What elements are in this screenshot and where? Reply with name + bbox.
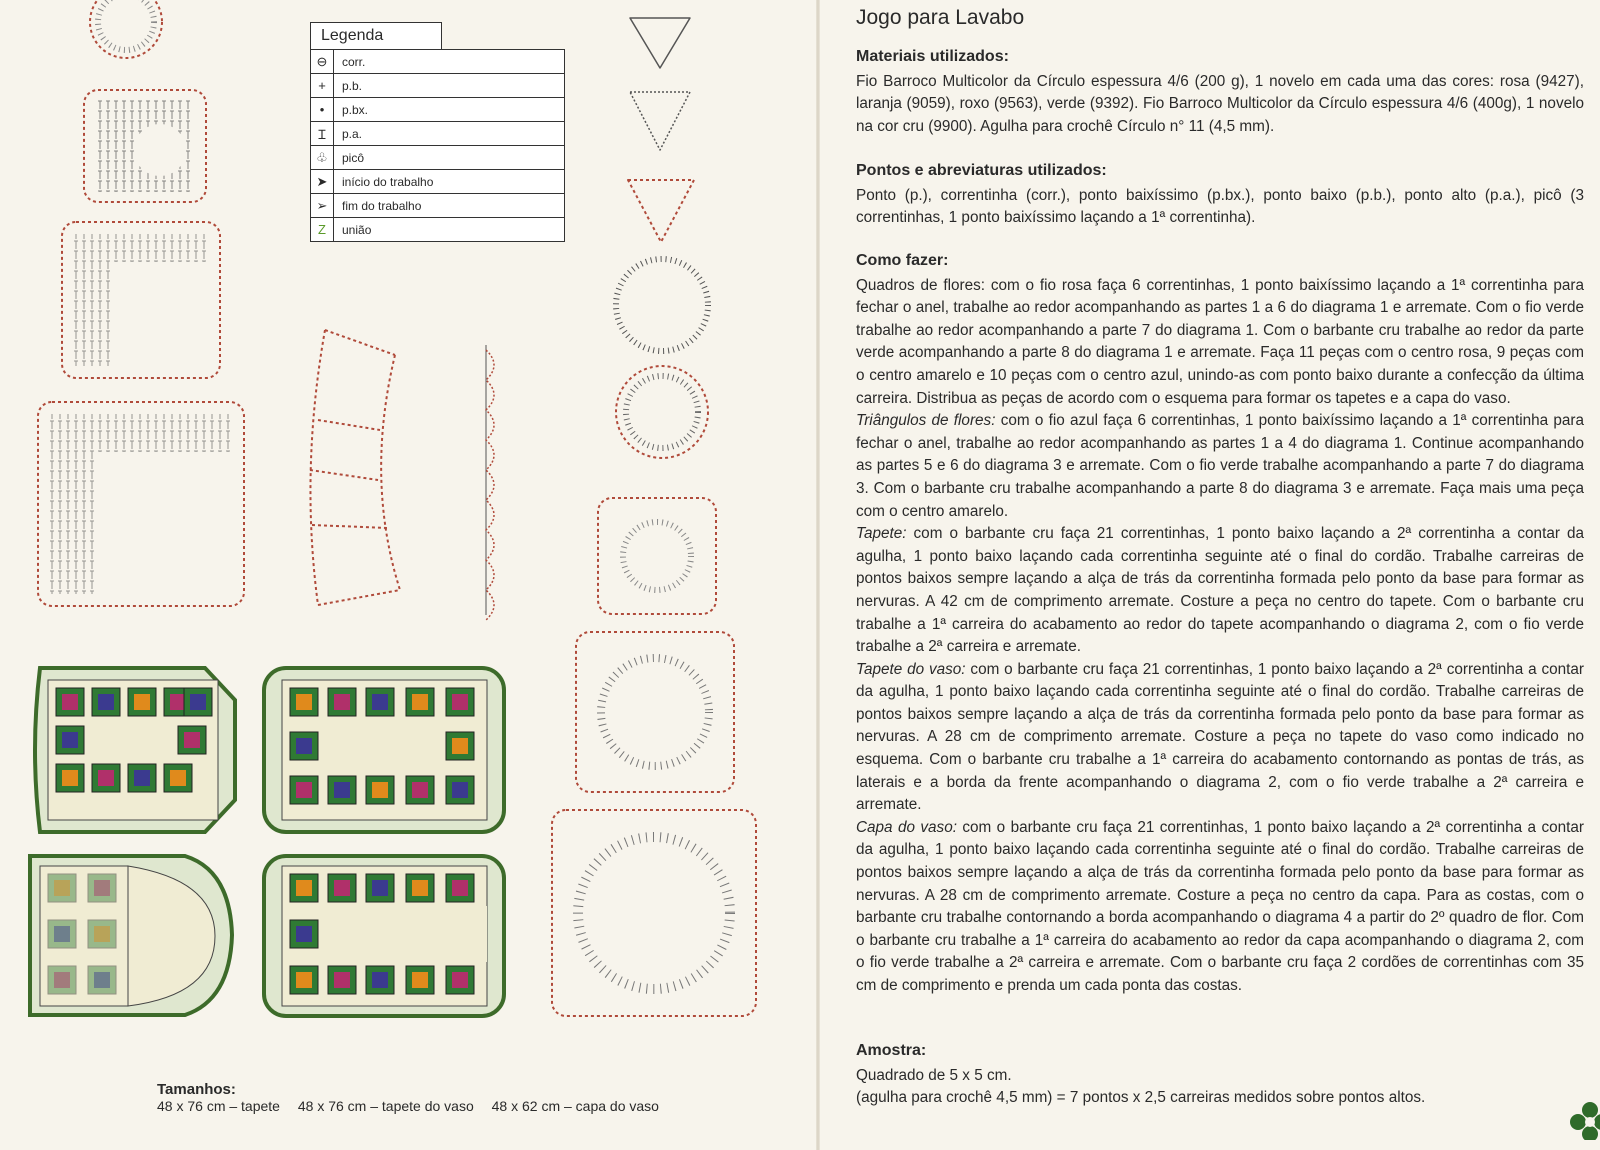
how-paragraph <box>856 817 1584 998</box>
how-paragraph: Quadros de flores: com o fio rosa faça 6 correntinhas, 1 ponto baixíssimo laçando a 1ª correntinha para fechar o anel, trabalhe ao redor acompanhando as partes 1 a 6 do diagrama 1 e arremate. Com o fio verde trabalhe ao redor acompanhando a parte 7 do diagrama 1. Com o barbante cru trabalhe ao redor da parte verde acompanhando a parte 8 do diagrama 1 e arremate. Faça 11 peças com o centro rosa, 9 peças com o centro amarelo e 10 peças com o centro azul, unindo-as com ponto baixo durante a confecção da última carreira. Distribua as peças de acordo com o esquema para formar os tapetes e a capa do vaso. <box>856 276 1584 407</box>
flower-center <box>62 694 78 710</box>
chain-icon: ⊖ <box>311 50 334 74</box>
how-lead: Capa do vaso: <box>856 818 957 836</box>
flower-center <box>94 880 110 896</box>
legend-label: picô <box>334 146 565 170</box>
flower-center <box>54 926 70 942</box>
flower-center <box>452 880 468 896</box>
flower-center <box>296 926 312 942</box>
legend-label: fim do trabalho <box>334 194 565 218</box>
flower-center <box>452 738 468 754</box>
how-lead: Tapete: <box>856 525 907 543</box>
sizes-row <box>157 1098 673 1114</box>
flower-center <box>372 694 388 710</box>
materials-text: Fio Barroco Multicolor da Círculo espessura 4/6 (200 g), 1 novelo em cada uma das cores: rosa (9427), laranja (9059), roxo (9563), verde (9392). Fio Barroco Multicolor da Círculo espessura 4/6 (400g), 1 novelo na cor cru (9900). Agulha para crochê Círculo n° 11 (4,5 mm). <box>856 72 1584 135</box>
how-body: com o fio azul faça 6 correntinhas, 1 ponto baixíssimo laçando a 1ª correntinha para fechar o anel, trabalhe ao redor acompanhando as partes 1 a 4 do diagrama 1. Continue acompanhando as partes 5 e 6 do diagrama 3 e arremate. Com o fio verde trabalhe acompanhando a parte 7 do diagrama 3. Com o barbante cru trabalhe acompanhando a parte 8 do diagrama 3 e arremate. Faça mais uma peça com o centro amarelo. <box>856 412 1584 520</box>
materials-section <box>856 46 1584 138</box>
how-section <box>856 250 1584 998</box>
diagram-square-right-2 <box>576 632 734 792</box>
flower-center <box>94 926 110 942</box>
how-paragraph <box>856 523 1584 659</box>
diagram-square-3 <box>38 402 244 606</box>
flower-center <box>94 972 110 988</box>
flower-center <box>184 732 200 748</box>
diagram-circle-top <box>90 0 162 58</box>
flower-center <box>334 880 350 896</box>
sizes-heading: Tamanhos: <box>157 1081 236 1098</box>
flower-center <box>296 880 312 896</box>
how-body: com o barbante cru faça 21 correntinhas, 1 ponto baixo laçando a 2ª correntinha a contar da agulha, 1 ponto baixo laçando cada correntinha seguinte até o final do cordão. Trabalhe carreiras de pontos baixos sempre laçando a alça de trás da correntinha formada pelo ponto da base para formar as nervuras. A 42 cm de comprimento arremate. Costure a peça no centro do tapete. Com o barbante cru trabalhe a 1ª carreira do acabamento ao redor do tapete acompanhando o diagrama 2, com o fio verde trabalhe a 2ª carreira e arremate. <box>856 525 1584 656</box>
flower-center <box>54 972 70 988</box>
flower-center <box>452 694 468 710</box>
diagram-square-1 <box>84 90 206 202</box>
legend-title: Legenda <box>310 22 442 49</box>
how-heading: Como fazer: <box>856 252 949 269</box>
how-paragraph <box>856 659 1584 817</box>
diagram-square-right-1 <box>598 498 716 614</box>
flower-center <box>334 972 350 988</box>
end-arrow-icon: ➢ <box>311 194 334 218</box>
how-body: com o barbante cru faça 21 correntinhas, 1 ponto baixo laçando a 2ª correntinha a contar da agulha, 1 ponto baixo laçando cada correntinha seguinte até o final do cordão. Trabalhe carreiras de pontos baixos sempre laçando a alça de trás da correntinha formada pelo ponto da base para formar as nervuras. A 28 cm de comprimento arremate. Costure a peça no centro da capa. Para as costas, com o barbante cru trabalhe contornando a borda acompanhando o diagrama 4 a partir do 2º quadro de flor. Com o barbante cru trabalhe a 1ª carreira do acabamento ao redor da capa acompanhando o diagrama 2, com o fio verde trabalhe a 2ª carreira e arremate. Com o barbante cru faça 2 cordões de correntinhas com 35 cm de comprimento e prenda um cada ponta das costas. <box>856 818 1584 994</box>
flower-center <box>190 694 206 710</box>
legend-label: união <box>334 218 565 242</box>
flower-center <box>296 694 312 710</box>
flower-center <box>372 782 388 798</box>
flower-center <box>372 972 388 988</box>
flower-center <box>134 770 150 786</box>
flower-center <box>134 694 150 710</box>
flower-center <box>372 880 388 896</box>
dot-icon: • <box>311 98 334 122</box>
flower-center <box>296 738 312 754</box>
flower-center <box>334 782 350 798</box>
how-paragraph <box>856 410 1584 523</box>
stitches-heading: Pontos e abreviaturas utilizados: <box>856 162 1107 179</box>
right-page <box>818 0 1600 1150</box>
legend-label: p.a. <box>334 122 565 146</box>
materials-heading: Materiais utilizados: <box>856 48 1009 65</box>
flower-center <box>296 972 312 988</box>
flower-center <box>62 732 78 748</box>
sample-section <box>856 1040 1584 1110</box>
corner-flower-ornament <box>1570 1100 1600 1140</box>
how-body: com o barbante cru faça 21 correntinhas, 1 ponto baixo laçando a 2ª correntinha a contar da agulha, 1 ponto baixo laçando cada correntinha seguinte até o final do cordão. Trabalhe carreiras de pontos baixos sempre laçando a alça de trás da correntinha formada pelo ponto da base para formar as nervuras. A 28 cm de comprimento arremate. Costure a peça no tapete do vaso como indicado no esquema. Com o barbante cru trabalhe a 1ª carreira do acabamento contornando as pontas de trás, as laterais e a borda da frente acompanhando o diagrama 2, com o fio verde trabalhe a 2ª carreira e arremate. <box>856 660 1585 814</box>
stitches-section <box>856 160 1584 230</box>
article-title: Jogo para Lavabo <box>856 6 1025 29</box>
diagram-square-2 <box>62 222 220 378</box>
flower-center <box>412 694 428 710</box>
flower-center <box>170 770 186 786</box>
join-icon: Z <box>311 218 334 242</box>
flower-center <box>62 770 78 786</box>
diagram-band <box>310 330 400 605</box>
flower-center <box>54 880 70 896</box>
flower-center <box>452 782 468 798</box>
flower-center <box>412 880 428 896</box>
legend-label: início do trabalho <box>334 170 565 194</box>
flower-center <box>452 972 468 988</box>
sizes <box>157 1081 673 1114</box>
flower-center <box>98 694 114 710</box>
sample-heading: Amostra: <box>856 1042 927 1059</box>
diagram-square-right-3 <box>552 810 756 1016</box>
flower-center <box>412 782 428 798</box>
legend-label: corr. <box>334 50 565 74</box>
how-lead: Tapete do vaso: <box>856 660 966 678</box>
size-item: 48 x 76 cm – tapete do vaso <box>297 1098 474 1114</box>
diagram-triangles <box>616 18 708 458</box>
picot-icon: ♧ <box>311 146 334 170</box>
legend-label: p.bx. <box>334 98 565 122</box>
flower-center <box>296 782 312 798</box>
plus-icon: + <box>311 74 334 98</box>
stitches-text: Ponto (p.), correntinha (corr.), ponto baixíssimo (p.bx.), ponto baixo (p.b.), ponto alto (p.a.), picô (3 correntinhas, 1 ponto baixíssimo laçando a 1ª correntinha). <box>856 186 1584 227</box>
diagram-edge <box>486 345 494 620</box>
size-item: 48 x 62 cm – capa do vaso <box>491 1098 659 1114</box>
sample-line: Quadrado de 5 x 5 cm. <box>856 1066 1012 1084</box>
how-lead: Triângulos de flores: <box>856 412 996 430</box>
bar-icon: Ɪ <box>311 122 334 146</box>
legend-label: p.b. <box>334 74 565 98</box>
size-item: 48 x 76 cm – tapete <box>157 1098 280 1114</box>
flower-center <box>98 770 114 786</box>
crochet-diagrams <box>0 0 818 1060</box>
flower-center <box>412 972 428 988</box>
sample-line: (agulha para crochê 4,5 mm) = 7 pontos x 2,5 carreiras medidos sobre pontos altos. <box>856 1089 1426 1107</box>
start-arrow-icon: ➤ <box>311 170 334 194</box>
flower-center <box>334 694 350 710</box>
